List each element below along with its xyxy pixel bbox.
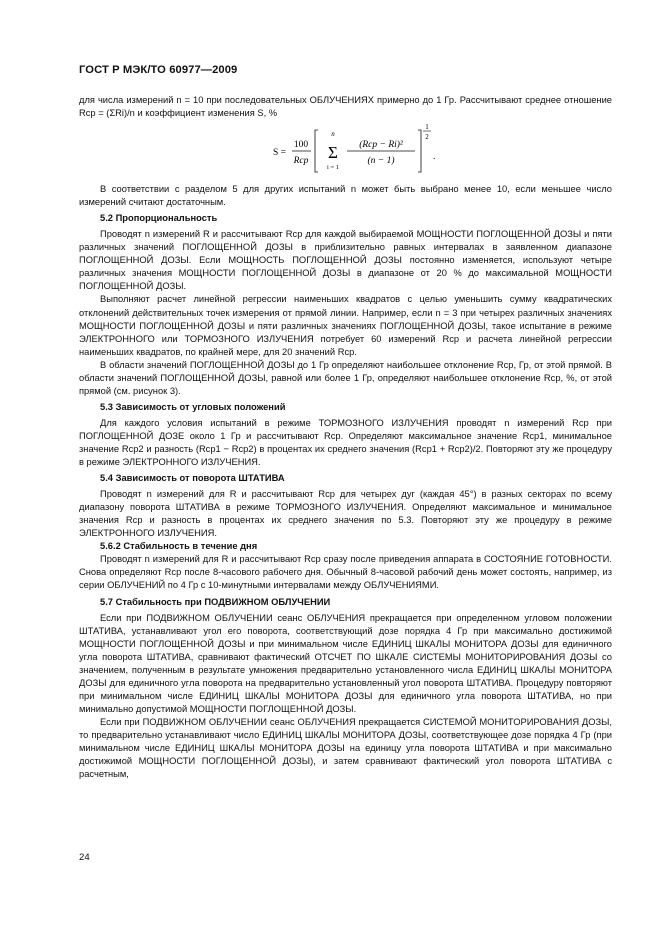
section-5-7-paragraph-1: Если при ПОДВИЖНОМ ОБЛУЧЕНИИ сеанс ОБЛУЧЕНИЯ прекращается при определенном угловом положении ШТАТИВА, устанавливают угол его поворота, соответствующий дозе порядка 4 Гр при максимально достижимой МОЩНОСТИ ПОГЛОЩЕННОЙ ДОЗЫ и при минимальном числе ЕДИНИЦ ШКАЛЫ МОНИТОРА ДОЗЫ для единичного угла поворота ШТАТИВА, сравнивают фактический ОТСЧЕТ ПО ШКАЛЕ СИСТЕМЫ МОНИТОРИРОВАНИЯ ДОЗЫ со значением, полученным в результате умножения предварительно установленного числа ЕДИНИЦ ШКАЛЫ МОНИТОРА ДОЗЫ для единичного угла поворота на предварительно установленный угол поворота ШТАТИВА. Процедуру повторяют при минимальном числе ЕДИНИЦ ШКАЛЫ МОНИТОРА ДОЗЫ для единичного угла поворота ШТАТИВА, но при минимально допустимой МОЩНОСТИ ПОГЛОЩЕННОЙ ДОЗЫ. (79, 612, 612, 714)
formula-sum-symbol: Σ (328, 143, 338, 163)
formula-exponent-denominator: 2 (425, 133, 429, 142)
section-5-4-paragraph-1: Проводят n измерений для R и рассчитывают Rср для четырех дуг (каждая 45°) в разных секторах по всему диапазону поворота ШТАТИВА в режиме ТОРМОЗНОГО ИЗЛУЧЕНИЯ. Определяют максимальное и минимальное значения Rср и разность в процентах их среднего значения по 5.3. Повторяют эту же процедуру в режиме ЭЛЕКТРОННОГО ИЗЛУЧЕНИЯ. (79, 489, 612, 539)
section-5-6-2-heading: 5.6.2 Стабильность в течение дня (100, 541, 258, 552)
section-5-7-heading: 5.7 Стабильность при ПОДВИЖНОМ ОБЛУЧЕНИИ (100, 596, 331, 607)
intro-paragraph-1: для числа измерений n = 10 при последовательных ОБЛУЧЕНИЯХ примерно до 1 Гр. Рассчитывают среднее отношение Rср = (ΣRi)/n и коэффициент изменения S, % (79, 95, 612, 119)
section-5-7-paragraph-2: Если при ПОДВИЖНОМ ОБЛУЧЕНИИ сеанс ОБЛУЧЕНИЯ прекращается СИСТЕМОЙ МОНИТОРИРОВАНИЯ ДОЗЫ, то предварительно устанавливают число ЕДИНИЦ ШКАЛЫ МОНИТОРА ДОЗЫ, соответствующее дозе порядка 4 Гр (при минимальном числе ЕДИНИЦ ШКАЛЫ МОНИТОРА ДОЗЫ на единицу угла поворота ШТАТИВА и при максимально достижимой МОЩНОСТИ ПОГЛОЩЕННОЙ ДОЗЫ), и затем сравнивают фактический угол поворота ШТАТИВА с расчетным, (79, 716, 612, 780)
section-5-2-paragraph-2: Выполняют расчет линейной регрессии наименьших квадратов с целью уменьшить сумму квадратических отклонений действительных точек измерения от прямой линии. Например, если n = 3 при четырех различных значениях МОЩНОСТИ ПОГЛОЩЕННОЙ ДОЗЫ и пяти различных значениях ПОГЛОЩЕННОЙ ДОЗЫ, такое испытание в режиме ЭЛЕКТРОННОГО или ТОРМОЗНОГО ИЗЛУЧЕНИЯ потребует 60 измерений Rср и расчета линейной регрессии наименьших квадратов, по крайней мере, для 20 значений Rср. (79, 294, 612, 357)
section-5-2-paragraph-1: Проводят n измерений R и рассчитывают Rср для каждой выбираемой МОЩНОСТИ ПОГЛОЩЕННОЙ ДОЗЫ и пяти различных значений ПОГЛОЩЕННОЙ ДОЗЫ в приблизительно равных интервалах в заявленном диапазоне ПОГЛОЩЕННОЙ ДОЗЫ. Если МОЩНОСТЬ ПОГЛОЩЕННОЙ ДОЗЫ постоянно изменяется, используют четыре различных значения МОЩНОСТИ ПОГЛОЩЕННОЙ ДОЗЫ в диапазоне от 20 % до максимальной МОЩНОСТИ ПОГЛОЩЕННОЙ ДОЗЫ. (79, 229, 612, 292)
formula-sum-lower: i = 1 (327, 164, 339, 172)
formula-term-numerator: (Rср − Ri)² (359, 140, 403, 151)
section-5-3-heading: 5.3 Зависимость от угловых положений (100, 401, 286, 412)
formula-factor-numerator: 100 (293, 140, 309, 151)
formula-factor-denominator: Rср (293, 156, 309, 167)
section-5-6-2-paragraph-1: Проводят n измерений для R и рассчитывают Rср сразу после приведения аппарата в СОСТОЯНИЕ ГОТОВНОСТИ. Снова определяют Rср после 8-часового рабочего дня. Обычный 8-часовой рабочий день может состоять, например, из серии ОБЛУЧЕНИЙ по 4 Гр с 10-минутными интервалами между ОБЛУЧЕНИЯМИ. (79, 554, 612, 591)
formula-svg (273, 122, 513, 179)
formula-exponent-numerator: 1 (425, 123, 429, 132)
formula-term-denominator: (n − 1) (367, 156, 395, 167)
formula-left-bracket (315, 130, 318, 172)
document-body (79, 94, 612, 781)
formula-end-period: . (433, 152, 436, 163)
section-5-2-heading: 5.2 Пропорциональность (100, 213, 218, 224)
formula-lhs: S = (273, 148, 287, 159)
document-header: ГОСТ Р МЭК/ТО 60977—2009 (79, 64, 238, 76)
formula-coefficient-of-variation (79, 122, 612, 179)
page-number: 24 (79, 852, 90, 863)
formula-right-bracket (418, 130, 421, 172)
section-5-4-heading: 5.4 Зависимость от поворота ШТАТИВА (100, 473, 285, 484)
section-5-3-paragraph-1: Для каждого условия испытаний в режиме ТОРМОЗНОГО ИЗЛУЧЕНИЯ проводят n измерений Rср при ПОГЛОЩЕННОЙ ДОЗЕ около 1 Гр и рассчитывают Rср. Определяют максимальное значение Rср1, минимальное значение Rср2 и разность (Rср1 − Rср2) в процентах их среднего значения (Rср1 + Rср2)/2. Повторяют эту же процедуру в режиме ЭЛЕКТРОННОГО ИЗЛУЧЕНИЯ. (79, 417, 612, 468)
section-5-2-paragraph-3: В области значений ПОГЛОЩЕННОЙ ДОЗЫ до 1 Гр определяют наибольшее отклонение Rср, Гр, от этой прямой. В области значений ПОГЛОЩЕННОЙ ДОЗЫ, равной или более 1 Гр, определяют наибольшее отклонение Rср, %, от этой прямой (см. рисунок 3). (79, 359, 612, 396)
formula-sum-upper: n (331, 130, 335, 139)
intro-paragraph-2: В соответствии с разделом 5 для других испытаний n может быть выбрано менее 10, если меньшее число измерений считают достаточным. (79, 184, 612, 208)
